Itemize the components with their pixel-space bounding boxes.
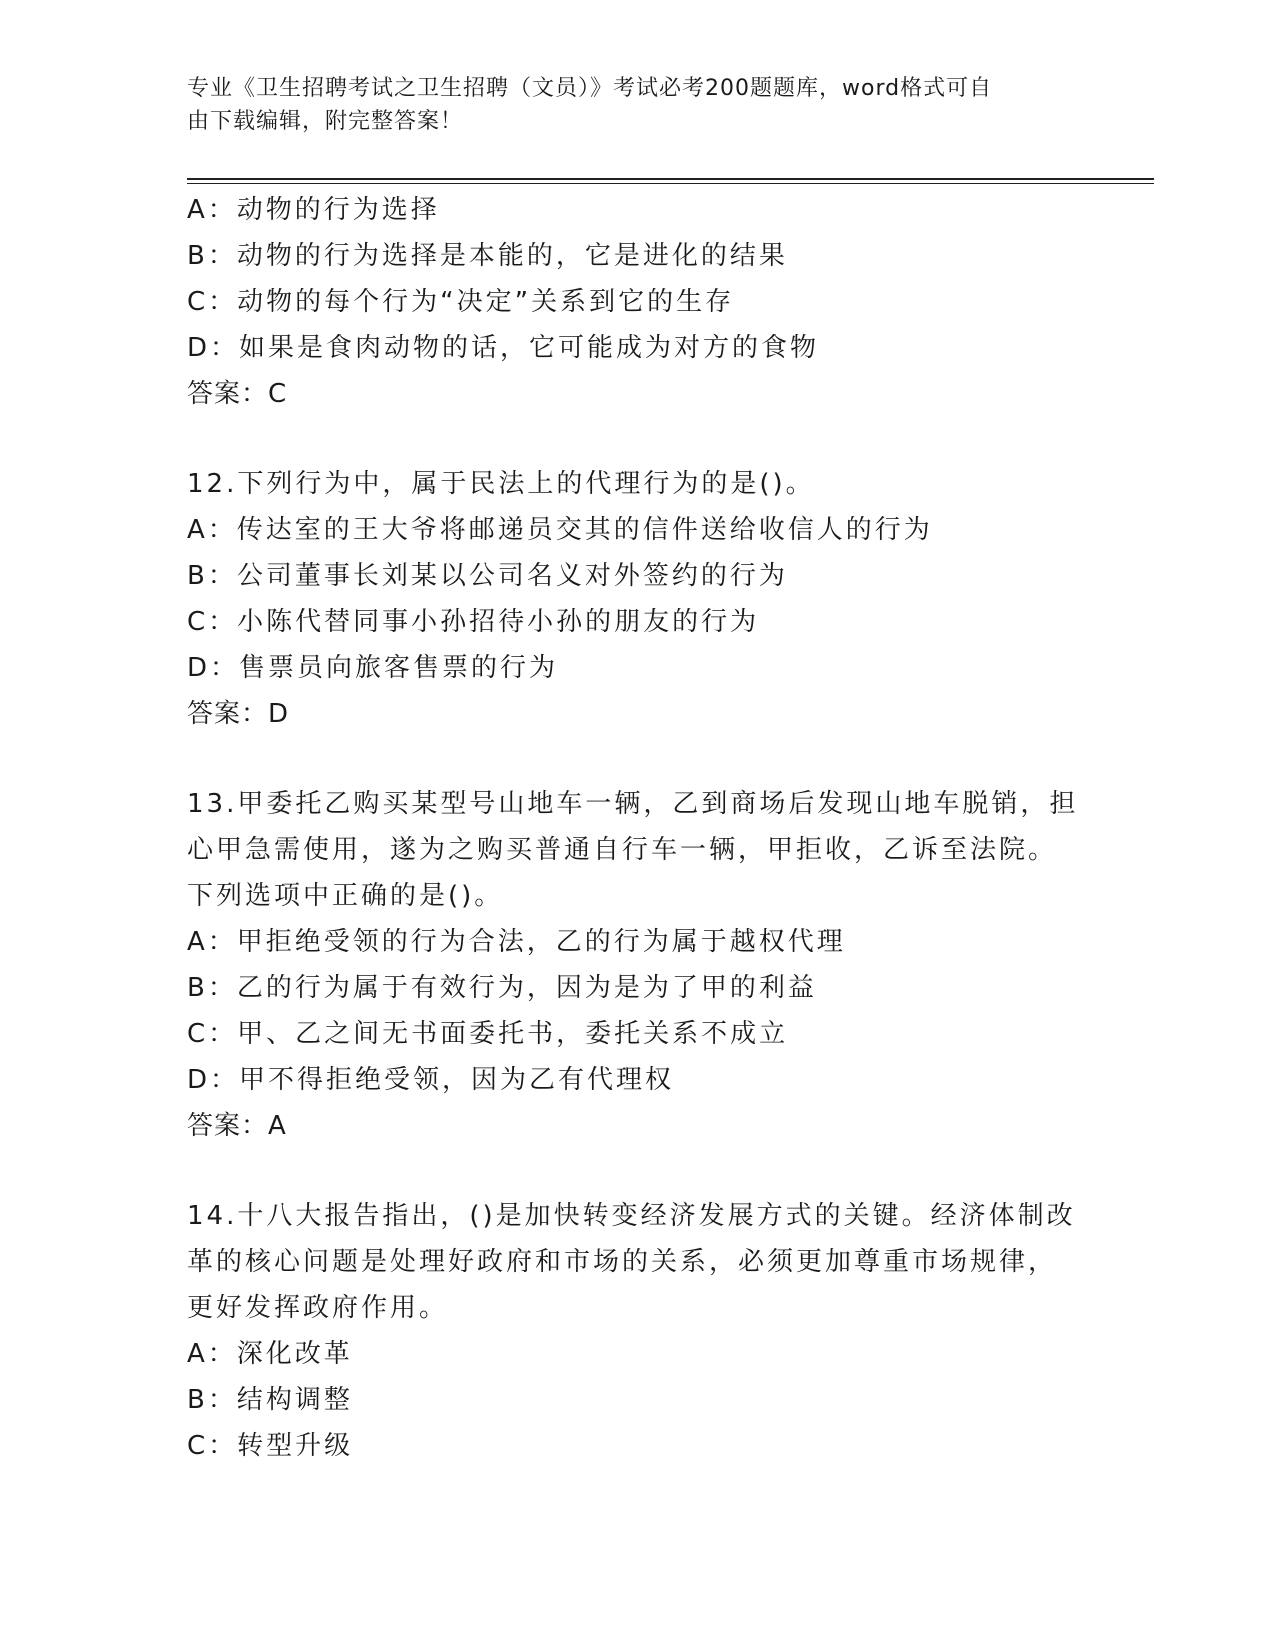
question-stem: [187, 1193, 1087, 1331]
question-stem: [187, 781, 1087, 919]
option-c: C：甲、乙之间无书面委托书，委托关系不成立: [187, 1019, 789, 1049]
option-c: C：转型升级: [187, 1431, 354, 1461]
option-d: D：售票员向旅客售票的行为: [187, 653, 559, 683]
stem-line: 12.下列行为中，属于民法上的代理行为的是()。: [187, 469, 815, 499]
stem-line: 14.十八大报告指出，()是加快转变经济发展方式的关键。经济体制改: [187, 1201, 1076, 1231]
question-13: [187, 781, 1087, 1149]
stem-line: 更好发挥政府作用。: [187, 1293, 449, 1323]
question-list: [187, 187, 1087, 1469]
option-a: A：深化改革: [187, 1339, 353, 1369]
option-c: C：动物的每个行为“决定”关系到它的生存: [187, 287, 735, 317]
spacer: [187, 417, 1087, 461]
answer-line: 答案：C: [187, 379, 288, 409]
answer-line: 答案：A: [187, 1111, 287, 1141]
option-b: B：乙的行为属于有效行为，因为是为了甲的利益: [187, 973, 817, 1003]
spacer: [187, 1149, 1087, 1193]
header-line-2: 由下载编辑，附完整答案！: [187, 109, 464, 134]
question-14: [187, 1193, 1087, 1469]
question-12: [187, 461, 1087, 737]
stem-line: 心甲急需使用，遂为之购买普通自行车一辆，甲拒收，乙诉至法院。: [187, 835, 1058, 865]
header-divider-thin: [187, 183, 1154, 184]
header-divider-thick: [187, 178, 1154, 180]
option-d: D：如果是食肉动物的话，它可能成为对方的食物: [187, 333, 820, 363]
option-c: C：小陈代替同事小孙招待小孙的朋友的行为: [187, 607, 760, 637]
option-a: A：甲拒绝受领的行为合法，乙的行为属于越权代理: [187, 927, 846, 957]
option-a: A：传达室的王大爷将邮递员交其的信件送给收信人的行为: [187, 515, 933, 545]
stem-line: 革的核心问题是处理好政府和市场的关系，必须更加尊重市场规律，: [187, 1247, 1058, 1277]
stem-line: 下列选项中正确的是()。: [187, 881, 504, 911]
option-b: B：动物的行为选择是本能的，它是进化的结果: [187, 241, 788, 271]
option-a: A：动物的行为选择: [187, 195, 440, 225]
option-b: B：结构调整: [187, 1385, 353, 1415]
option-d: D：甲不得拒绝受领，因为乙有代理权: [187, 1065, 675, 1095]
question-stem: [187, 461, 1087, 507]
document-header: [187, 72, 1067, 138]
question-11: [187, 187, 1087, 417]
stem-line: 13.甲委托乙购买某型号山地车一辆，乙到商场后发现山地车脱销，担: [187, 789, 1079, 819]
answer-line: 答案：D: [187, 699, 290, 729]
spacer: [187, 737, 1087, 781]
header-line-1: 专业《卫生招聘考试之卫生招聘（文员）》考试必考200题题库，word格式可自: [187, 76, 993, 101]
option-b: B：公司董事长刘某以公司名义对外签约的行为: [187, 561, 788, 591]
